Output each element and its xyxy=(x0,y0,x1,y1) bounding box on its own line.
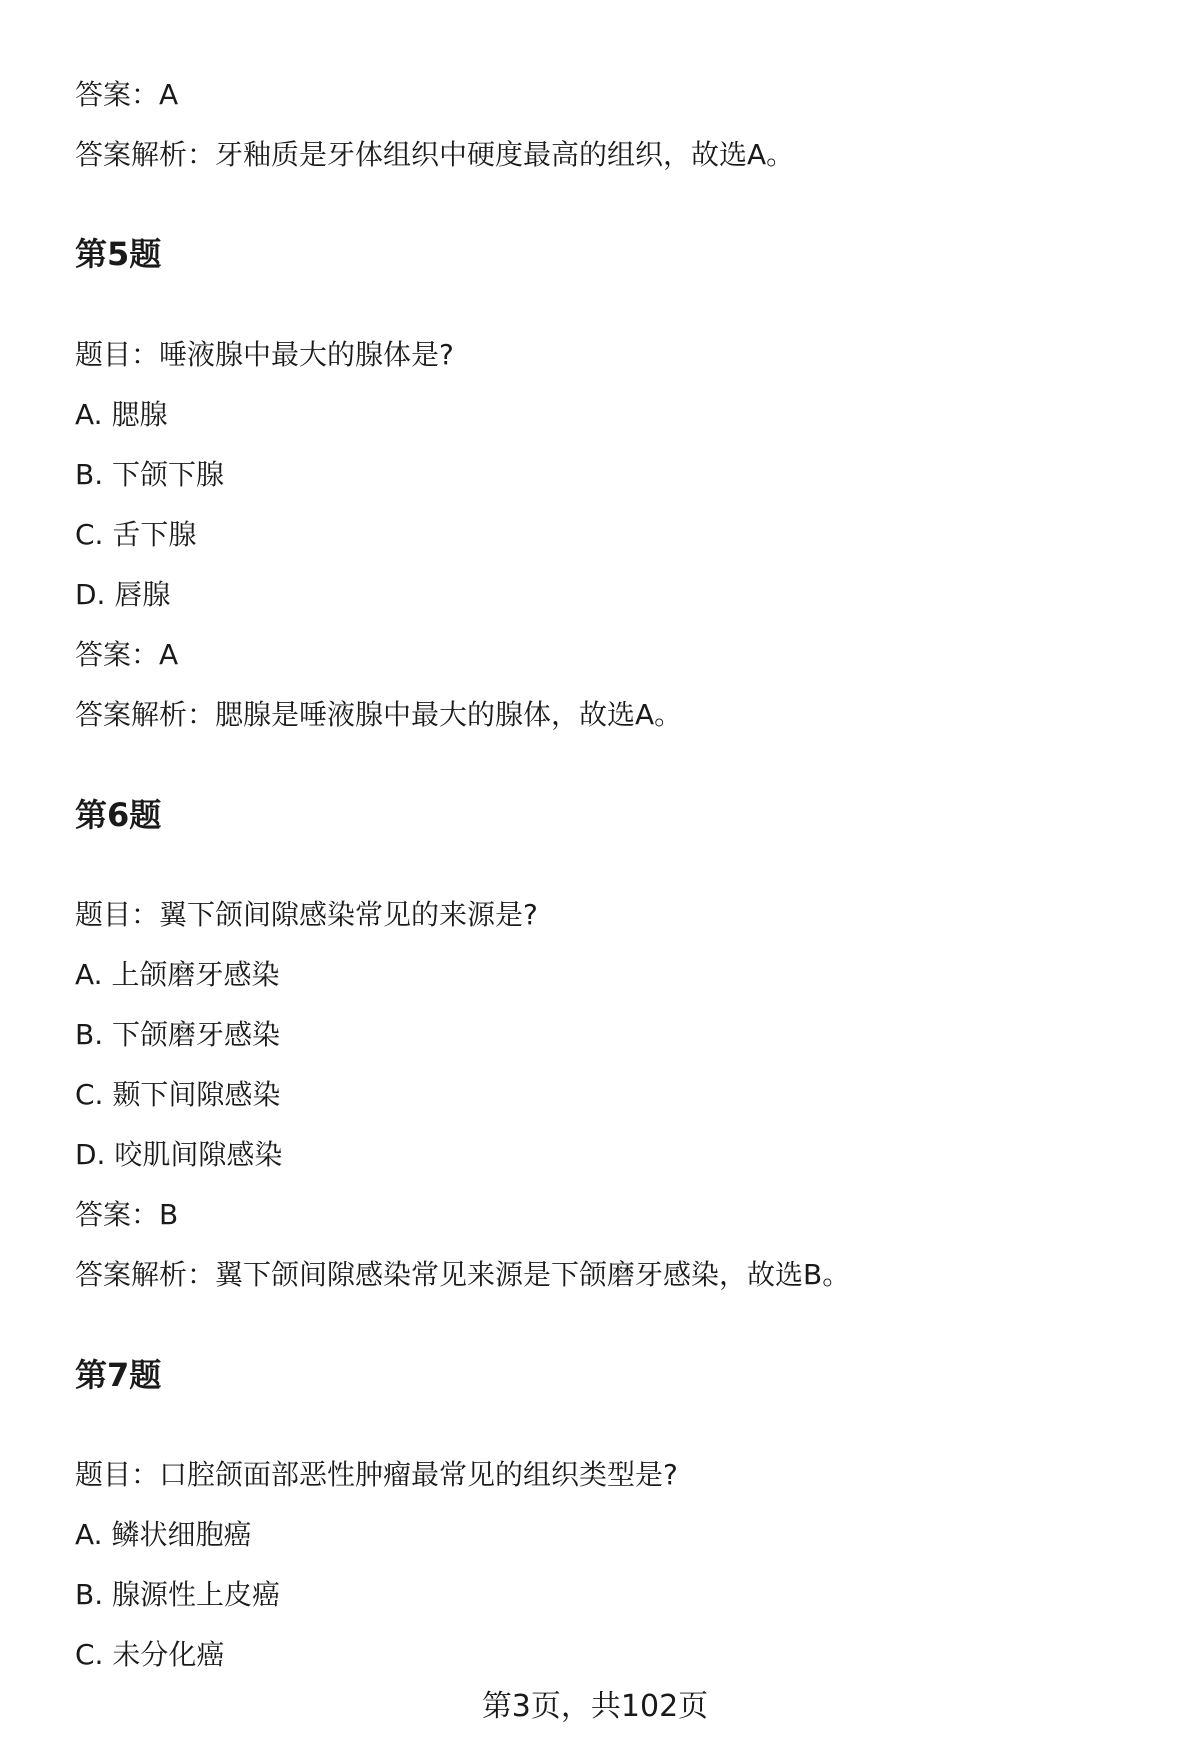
question-text-6: 题目：翼下颌间隙感染常见的来源是? xyxy=(75,898,538,931)
question-text-7: 题目：口腔颌面部恶性肿瘤最常见的组织类型是? xyxy=(75,1458,678,1491)
option-b-q6: B. 下颌磨牙感染 xyxy=(75,1018,281,1051)
explanation-line-q5: 答案解析：腮腺是唾液腺中最大的腺体，故选A。 xyxy=(75,698,683,731)
option-c-q5: C. 舌下腺 xyxy=(75,518,197,551)
option-c-q6: C. 颞下间隙感染 xyxy=(75,1078,281,1111)
answer-line-q5: 答案：A xyxy=(75,638,179,671)
explanation-line-q4: 答案解析：牙釉质是牙体组织中硬度最高的组织，故选A。 xyxy=(75,138,795,171)
option-a-q7: A. 鳞状细胞癌 xyxy=(75,1518,252,1551)
option-a-q6: A. 上颌磨牙感染 xyxy=(75,958,280,991)
option-b-q5: B. 下颌下腺 xyxy=(75,458,225,491)
answer-line-q6: 答案：B xyxy=(75,1198,179,1231)
explanation-line-q6: 答案解析：翼下颌间隙感染常见来源是下颌磨牙感染，故选B。 xyxy=(75,1258,851,1291)
option-a-q5: A. 腮腺 xyxy=(75,398,168,431)
option-d-q6: D. 咬肌间隙感染 xyxy=(75,1138,283,1171)
option-d-q5: D. 唇腺 xyxy=(75,578,171,611)
page-number-footer: 第3页，共102页 xyxy=(481,1689,709,1724)
question-heading-6: 第6题 xyxy=(75,796,162,834)
option-c-q7: C. 未分化癌 xyxy=(75,1638,225,1671)
question-heading-7: 第7题 xyxy=(75,1356,162,1394)
question-heading-5: 第5题 xyxy=(75,235,162,273)
question-text-5: 题目：唾液腺中最大的腺体是? xyxy=(75,338,454,371)
option-b-q7: B. 腺源性上皮癌 xyxy=(75,1578,281,1611)
answer-line-q4: 答案：A xyxy=(75,78,179,111)
